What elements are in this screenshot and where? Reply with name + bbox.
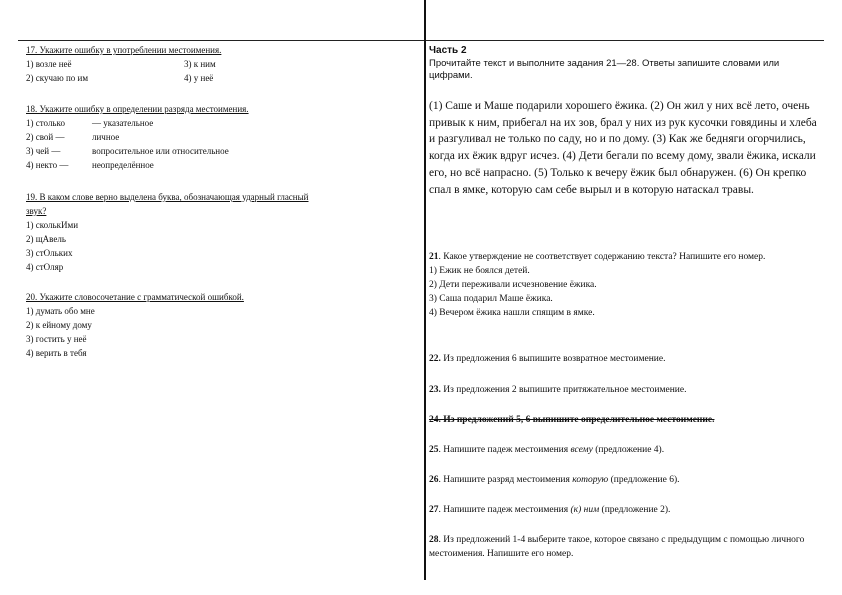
question-19 — [26, 190, 418, 274]
option-class: личное — [92, 132, 120, 142]
question-title: 20. Укажите словосочетание с грамматической ошибкой. — [26, 292, 244, 302]
question-title-cont: звук? — [26, 206, 47, 216]
question-17 — [26, 43, 418, 85]
task-25 — [429, 443, 824, 457]
task-text: . Из предложений 1-4 выберите такое, которое связано с предыдущим с помощью личного местоимения. Напишите его номер. — [429, 535, 805, 559]
option: 3) гостить у неё — [26, 334, 87, 344]
option: 3) Саша подарил Маше ёжика. — [429, 294, 553, 304]
option-word: 1) столько — [26, 118, 65, 128]
task-24: 24. Из предложений 5, 6 выпишите определительное местоимение. — [429, 415, 715, 425]
task-26 — [429, 473, 824, 487]
task-number: 26 — [429, 475, 439, 485]
task-text: Из предложения 6 выпишите возвратное местоимение. — [440, 354, 666, 364]
option: 4) Вечером ёжика нашли спящим в ямке. — [429, 308, 595, 318]
task-number: 27 — [429, 505, 439, 515]
task-pronoun: (к) ним — [570, 505, 600, 515]
task-text: . Какое утверждение не соответствует содержанию текста? Напишите его номер. — [438, 252, 766, 262]
option: 2) к ейному дому — [26, 320, 92, 330]
task-pronoun: всему — [570, 445, 593, 455]
instructions: Прочитайте текст и выполните задания 21—28. Ответы запишите словами или цифрами. — [429, 58, 780, 81]
option-class: вопросительное или относительное — [92, 146, 229, 156]
task-28 — [429, 533, 824, 561]
option-word: 2) свой — — [26, 132, 65, 142]
question-title: 17. Укажите ошибку в употреблении местоимения. — [26, 45, 222, 55]
option: 4) у неё — [184, 73, 214, 83]
task-23 — [429, 383, 824, 397]
option: 3) к ним — [184, 59, 216, 69]
option-class: неопределённое — [92, 160, 154, 170]
task-text: . Напишите разряд местоимения — [438, 475, 573, 485]
column-divider — [424, 0, 426, 580]
task-text: . Напишите падеж местоимения — [438, 445, 571, 455]
task-text-end: (предложение 2). — [599, 505, 671, 515]
question-20 — [26, 290, 418, 360]
task-number: 22. — [429, 354, 441, 364]
task-number: 21 — [429, 252, 439, 262]
option: 2) скучаю по им — [26, 73, 89, 83]
task-number: 23. — [429, 385, 441, 395]
task-text-end: (предложение 4). — [592, 445, 665, 455]
option: 1) возле неё — [26, 59, 72, 69]
option: 1) Ежик не боялся детей. — [429, 266, 530, 276]
task-27 — [429, 503, 824, 517]
task-21 — [429, 250, 824, 320]
option: 3) стОльких — [26, 248, 73, 258]
task-number: 28 — [429, 535, 439, 545]
top-border-line — [18, 40, 824, 41]
task-text-end: (предложение 6). — [608, 475, 680, 485]
option: 4) стОляр — [26, 262, 64, 272]
task-text: . Напишите падеж местоимения — [438, 505, 571, 515]
option-word: 4) некто — — [26, 160, 69, 170]
option: 2) Дети переживали исчезновение ёжика. — [429, 280, 597, 290]
option: 1) думать обо мне — [26, 306, 95, 316]
task-pronoun: которую — [572, 475, 609, 485]
question-18 — [26, 102, 418, 172]
task-22 — [429, 352, 824, 366]
option-class: — указательное — [92, 118, 154, 128]
question-title: 18. Укажите ошибку в определении разряда местоимения. — [26, 104, 249, 114]
task-text: Из предложения 2 выпишите притяжательное местоимение. — [440, 385, 687, 395]
question-title: 19. В каком слове верно выделена буква, обозначающая ударный гласный — [26, 192, 309, 202]
part-title: Часть 2 — [429, 45, 467, 56]
option-word: 3) чей — — [26, 146, 61, 156]
option: 4) верить в тебя — [26, 348, 87, 358]
option: 1) сколькИми — [26, 220, 79, 230]
option: 2) щАвель — [26, 234, 66, 244]
story-text: (1) Саше и Маше подарили хорошего ёжика. (2) Он жил у них всё лето, очень привык к ним, прибегал на их зов, брал у них из рук кусочки говядины и хлеба и разгуливал не только по саду, но и по дому. (3) Как же бедняги огорчились, когда их ёжик вдруг исчез. (4) Дети бегали по всему дому, звали ёжика, искали его, но всё напрасно. (5) Только к вечеру ёжик был обнаружен. (6) Он крепко спал в ямке, которую сам себе вырыл и в которую натаскал травы. — [429, 100, 817, 196]
task-number: 25 — [429, 445, 439, 455]
